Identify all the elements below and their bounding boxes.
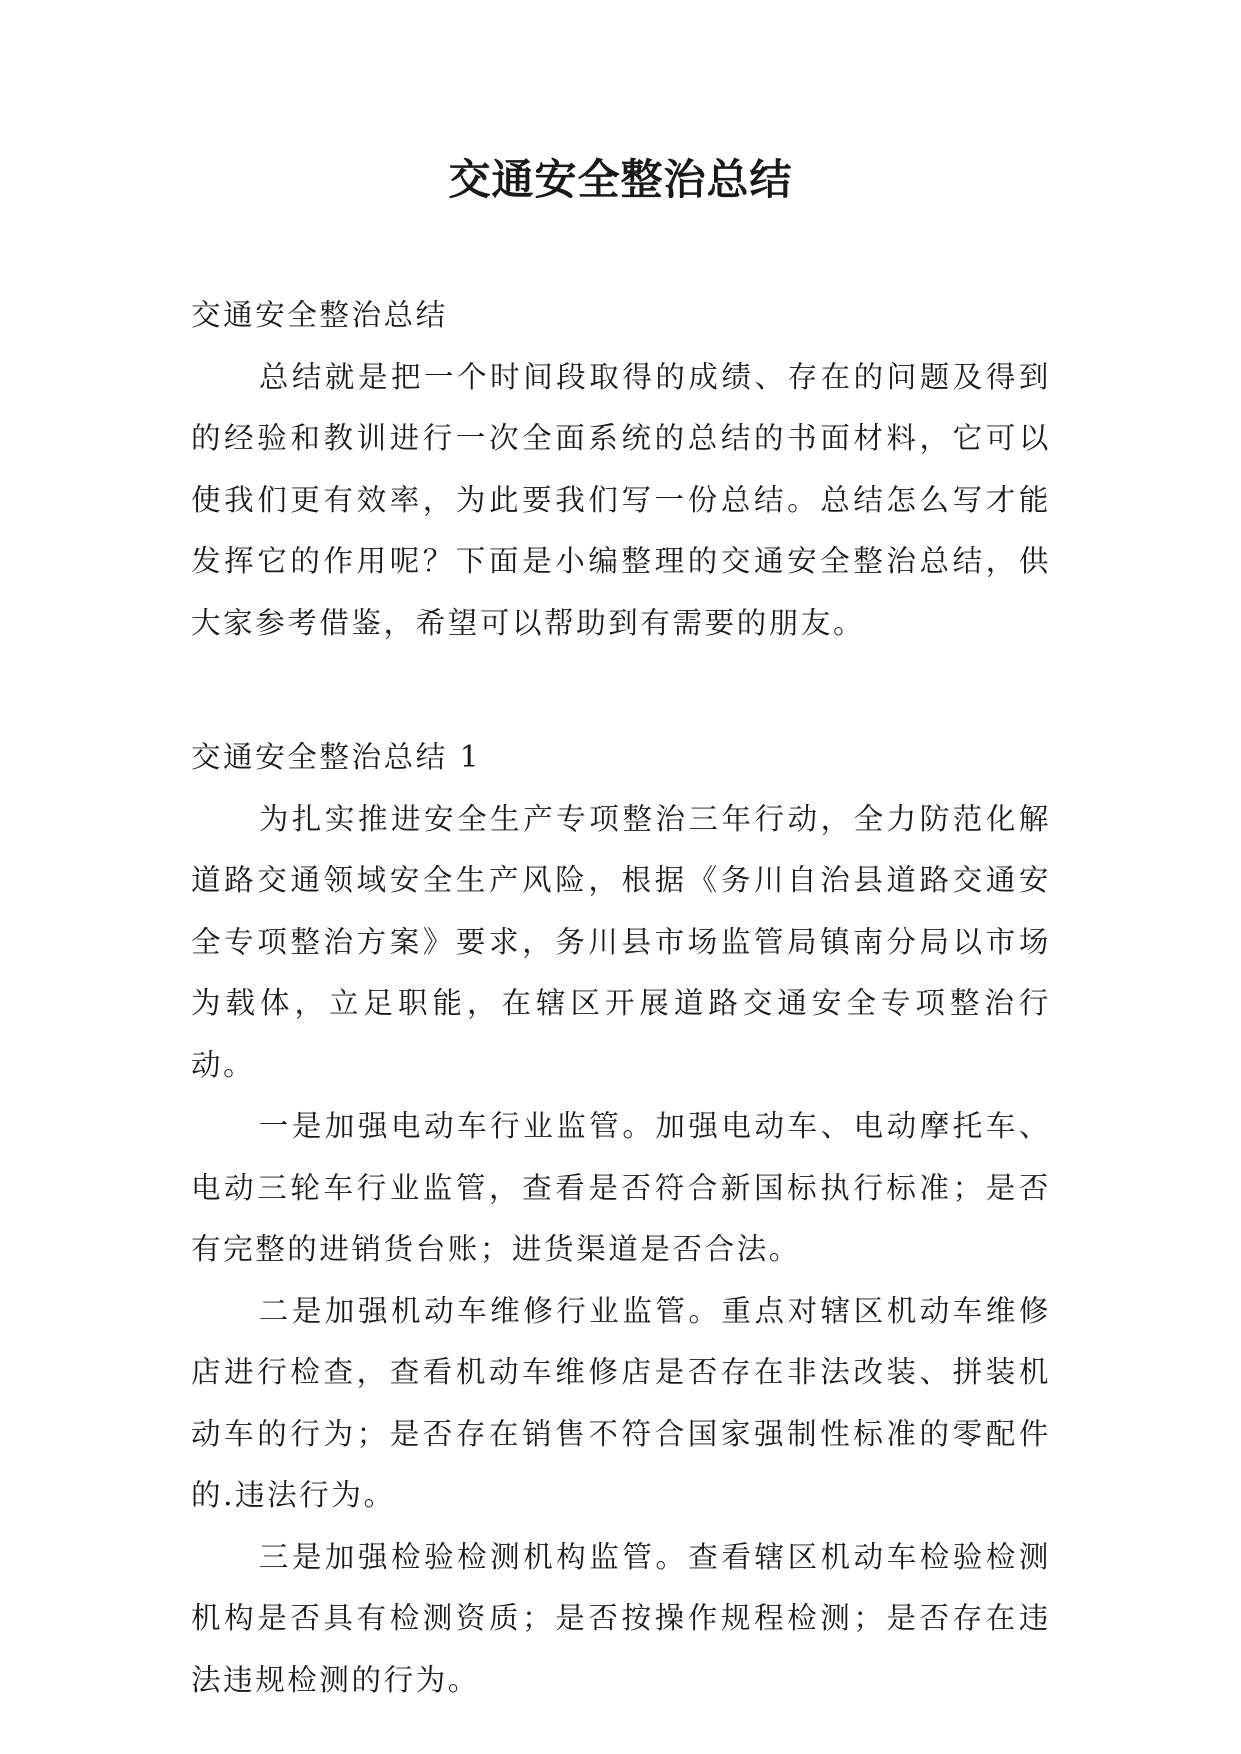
section-1-heading: 交通安全整治总结 1	[191, 740, 482, 774]
intro-paragraph: 总结就是把一个时间段取得的成绩、存在的问题及得到的经验和教训进行一次全面系统的总结的书面材料，它可以使我们更有效率，为此要我们写一份总结。总结怎么写才能发挥它的作用呢？下面是小编整理的交通安全整治总结，供大家参考借鉴，希望可以帮助到有需要的朋友。	[191, 359, 1051, 640]
section-1-paragraph-4: 三是加强检验检测机构监管。查看辖区机动车检验检测机构是否具有检测资质；是否按操作规程检测；是否存在违法违规检测的行为。	[191, 1539, 1051, 1697]
section-1-paragraph-2: 一是加强电动车行业监管。加强电动车、电动摩托车、电动三轮车行业监管，查看是否符合新国标执行标准；是否有完整的进销货台账；进货渠道是否合法。	[191, 1109, 1051, 1266]
section-spacer	[191, 654, 1051, 727]
intro-heading: 交通安全整治总结	[191, 298, 448, 332]
section-1-paragraph-3: 二是加强机动车维修行业监管。重点对辖区机动车维修店进行检查，查看机动车维修店是否存在非法改装、拼装机动车的行为；是否存在销售不符合国家强制性标准的零配件的.违法行为。	[191, 1293, 1051, 1512]
document-title: 交通安全整治总结	[448, 155, 793, 204]
section-1-paragraph-1: 为扎实推进安全生产专项整治三年行动，全力防范化解道路交通领域安全生产风险，根据《务川自治县道路交通安全专项整治方案》要求，务川县市场监管局镇南分局以市场为载体，立足职能，在辖区开展道路交通安全专项整治行动。	[191, 801, 1051, 1082]
document-body	[191, 285, 1051, 1711]
